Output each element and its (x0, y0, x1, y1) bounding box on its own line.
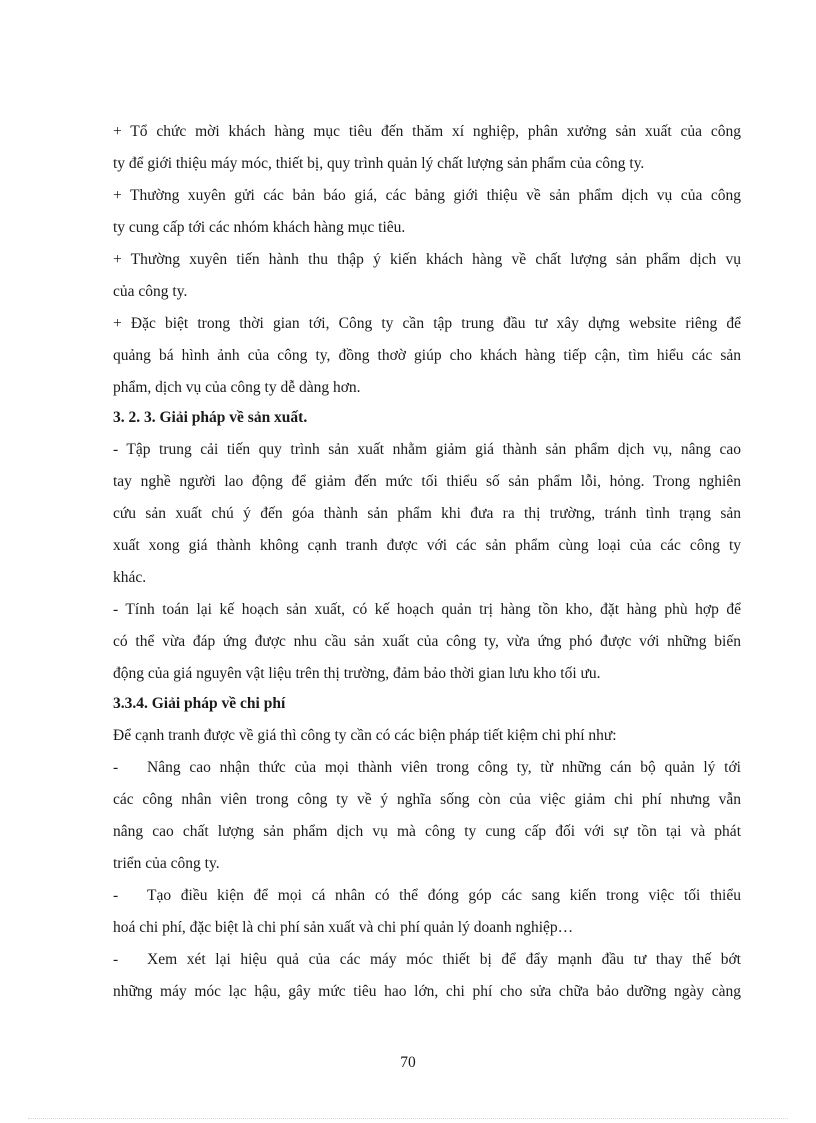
paragraph-line: phẩm, dịch vụ của công ty dễ dàng hơn. (113, 379, 361, 396)
bullet-text: Tạo điều kiện để mọi cá nhân có thể đóng góp các sang kiến trong việc tối thiểu (147, 887, 741, 904)
paragraph-line: Để cạnh tranh được về giá thì công ty cần có các biện pháp tiết kiệm chi phí như: (113, 727, 617, 744)
paragraph-line: ty cung cấp tới các nhóm khách hàng mục tiêu. (113, 219, 406, 236)
bullet-item (113, 950, 741, 970)
dash-marker: - (113, 951, 119, 968)
paragraph-line: có thể vừa đáp ứng được nhu cầu sản xuất của công ty, vừa ứng phó được với những biến (113, 633, 741, 650)
bullet-item (113, 886, 741, 906)
paragraph-line: những máy móc lạc hậu, gây mức tiêu hao lớn, chi phí cho sửa chữa bảo dưỡng ngày càng (113, 983, 741, 1000)
paragraph-line: động của giá nguyên vật liệu trên thị trường, đảm bảo thời gian lưu kho tối ưu. (113, 665, 601, 682)
paragraph-line: triển của công ty. (113, 855, 220, 872)
paragraph-line: của công ty. (113, 283, 188, 300)
section-heading: 3. 2. 3. Giải pháp về sản xuất. (113, 409, 308, 426)
paragraph-line: + Đặc biệt trong thời gian tới, Công ty cần tập trung đầu tư xây dựng website riêng để (113, 315, 741, 332)
paragraph-line: tay nghề người lao động để giảm đến mức tối thiểu số sản phẩm lỗi, hỏng. Trong nghiên (113, 473, 741, 490)
paragraph-line: + Thường xuyên tiến hành thu thập ý kiến khách hàng về chất lượng sản phẩm dịch vụ (113, 251, 741, 268)
paragraph-line: - Tính toán lại kế hoạch sản xuất, có kế hoạch quản trị hàng tồn kho, đặt hàng phù hợp để (113, 601, 741, 618)
paragraph-line: nâng cao chất lượng sản phẩm dịch vụ mà công ty cung cấp đối với sự tồn tại và phát (113, 823, 741, 840)
paragraph-line: xuất xong giá thành không cạnh tranh được với các sản phẩm cùng loại của các công ty (113, 537, 741, 554)
paragraph-line: khác. (113, 569, 147, 586)
dash-marker: - (113, 887, 119, 904)
paragraph-line: ty để giới thiệu máy móc, thiết bị, quy trình quản lý chất lượng sản phẩm của công ty. (113, 155, 645, 172)
paragraph-line: các công nhân viên trong công ty về ý nghĩa sống còn của việc giảm chi phí nhưng vẫn (113, 791, 741, 808)
paragraph-line: + Tổ chức mời khách hàng mục tiêu đến thăm xí nghiệp, phân xưởng sản xuất của công (113, 123, 741, 140)
paragraph-line: cứu sản xuất chú ý đến góa thành sản phẩm khi đưa ra thị trường, tránh tình trạng sản (113, 505, 741, 522)
section-heading: 3.3.4. Giải pháp về chi phí (113, 695, 286, 712)
paragraph-line: hoá chi phí, đặc biệt là chi phí sản xuất và chi phí quản lý doanh nghiệp… (113, 919, 574, 936)
bullet-item (113, 758, 741, 778)
dash-marker: - (113, 759, 119, 776)
paragraph-line: quảng bá hình ảnh của công ty, đồng thơờ giúp cho khách hàng tiếp cận, tìm hiểu các sản (113, 347, 741, 364)
paragraph-line: - Tập trung cải tiến quy trình sản xuất nhằm giảm giá thành sản phẩm dịch vụ, nâng cao (113, 441, 741, 458)
bullet-text: Nâng cao nhận thức của mọi thành viên trong công ty, từ những cán bộ quản lý tới (147, 759, 741, 776)
paragraph-line: + Thường xuyên gửi các bản báo giá, các bảng giới thiệu về sản phẩm dịch vụ của công (113, 187, 741, 204)
bullet-text: Xem xét lại hiệu quả của các máy móc thiết bị để đẩy mạnh đầu tư thay thế bớt (147, 951, 741, 968)
page-bottom-rule (28, 1118, 788, 1119)
page-number: 70 (400, 1054, 416, 1071)
